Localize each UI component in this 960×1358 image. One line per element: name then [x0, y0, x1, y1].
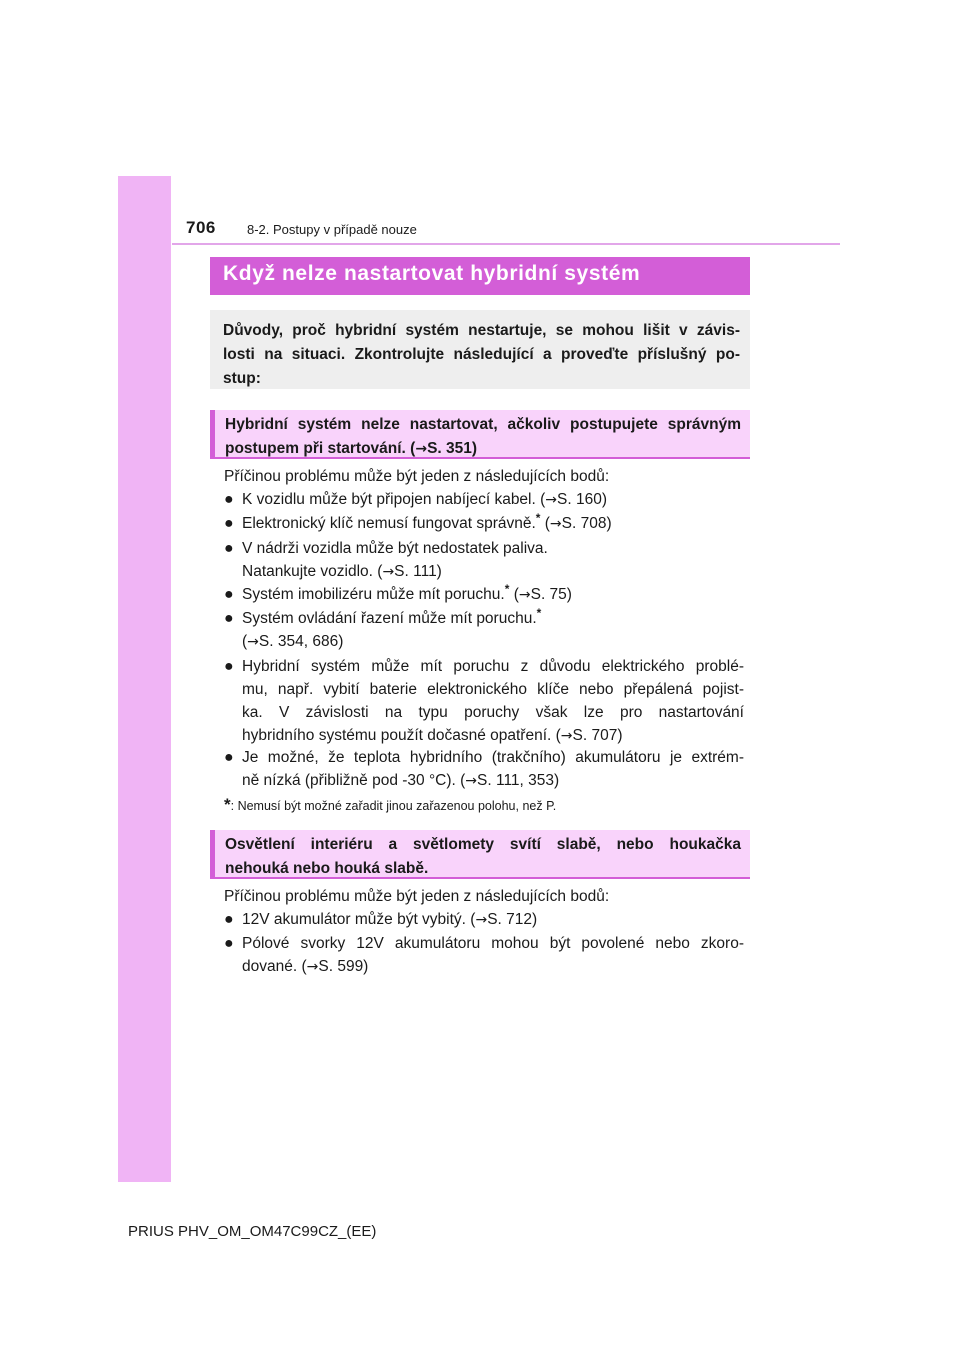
page-reference-link[interactable]: S. 160) — [557, 491, 607, 508]
bullet-icon: ● — [224, 610, 234, 627]
document-code: PRIUS PHV_OM_OM47C99CZ_(EE) — [128, 1223, 377, 1240]
bullet-icon: ● — [224, 911, 234, 928]
bullet-icon: ● — [224, 540, 234, 557]
page-title: Když nelze nastartovat hybridní systém — [223, 262, 641, 285]
bullet-icon: ● — [224, 515, 234, 532]
heading-line: postupem při startování. (→S. 351) — [225, 440, 478, 457]
list-item: ● Elektronický klíč nemusí fungovat správně.* (→S. 708) — [224, 512, 744, 536]
footnote-star-icon: * — [536, 605, 542, 620]
page-reference-link[interactable]: S. 351) — [427, 440, 478, 457]
footnote-star-icon: * — [535, 510, 541, 525]
chapter-sidebar-tab — [118, 176, 171, 1182]
list-item: ● 12V akumulátor může být vybitý. (→S. 712) — [224, 908, 744, 932]
footnote: *: Nemusí být možné zařadit jinou zařazenou polohu, než P. — [224, 795, 557, 814]
page-reference-link[interactable]: S. 354, 686) — [258, 633, 344, 650]
section-title-bar — [210, 257, 750, 295]
arrow-right-icon: → — [545, 492, 558, 508]
subsection-heading-weak-lights — [210, 830, 750, 879]
page-reference-link[interactable]: S. 75) — [530, 586, 572, 603]
bullet-icon: ● — [224, 935, 234, 952]
list-item: ● Systém ovládání řazení může mít poruchu.* (→S. 354, 686) — [224, 605, 542, 650]
intro-line: losti na situaci. Zkontrolujte následující a proveďte příslušný po- — [223, 346, 740, 363]
arrow-right-icon: → — [306, 959, 319, 975]
heading-line: Hybridní systém nelze nastartovat, ačkoliv postupujete správným — [225, 416, 741, 433]
page-reference-link[interactable]: S. 708) — [561, 515, 612, 532]
list-item: ● Je možné, že teplota hybridního (trakčního) akumulátoru je extrém- ně nízká (přibližně pod -30 °C). (→S. 111, 353) — [224, 746, 744, 793]
heading-line: Osvětlení interiéru a světlomety svítí slabě, nebo houkačka — [225, 836, 741, 853]
bullet-icon: ● — [224, 491, 234, 508]
heading-line: nehouká nebo houká slabě. — [225, 860, 429, 877]
arrow-right-icon: → — [560, 728, 573, 744]
page-reference-link[interactable]: S. 707) — [572, 727, 623, 744]
bullet-icon: ● — [224, 658, 234, 675]
arrow-right-icon: → — [382, 564, 395, 580]
footnote-star-icon: * — [504, 581, 510, 596]
breadcrumb: 8-2. Postupy v případě nouze — [247, 222, 417, 237]
header-divider — [172, 243, 840, 245]
list-item: ● Hybridní systém může mít poruchu z důvodu elektrického problé- mu, např. vybití baterie elektronického klíče nebo přepálená pojist- ka. V závislosti na typu poruchy však lze pro nastartování hybridního systému použít dočasné opatření. (→S. 707) — [224, 655, 744, 748]
arrow-right-icon: → — [549, 516, 562, 532]
arrow-right-icon: → — [475, 912, 488, 928]
page-reference-link[interactable]: S. 111, 353) — [477, 772, 560, 789]
page-reference-link[interactable]: S. 712) — [487, 911, 538, 928]
subsection-heading-start-failure — [210, 410, 750, 459]
list-item: ● K vozidlu může být připojen nabíjecí kabel. (→S. 160) — [224, 488, 744, 512]
page-reference-link[interactable]: S. 599) — [318, 958, 369, 975]
intro-box — [210, 310, 750, 389]
arrow-right-icon: → — [465, 773, 478, 789]
bullet-icon: ● — [224, 586, 234, 603]
lead-text: Příčinou problému může být jeden z následujících bodů: — [224, 888, 610, 905]
arrow-right-icon: → — [247, 634, 259, 650]
intro-line: Důvody, proč hybridní systém nestartuje, se mohou lišit v závis- — [223, 322, 740, 339]
list-item: ● V nádrži vozidla může být nedostatek paliva. Natankujte vozidlo. (→S. 111) — [224, 537, 744, 584]
intro-line: stup: — [223, 370, 261, 387]
page-reference-link[interactable]: S. 111) — [394, 563, 442, 580]
lead-text: Příčinou problému může být jeden z následujících bodů: — [224, 468, 610, 485]
footnote-star-icon: * — [224, 795, 231, 814]
bullet-icon: ● — [224, 749, 234, 766]
list-item: ● Systém imobilizéru může mít poruchu.* (→S. 75) — [224, 583, 744, 607]
page-number: 706 — [186, 218, 216, 237]
arrow-right-icon: → — [415, 441, 428, 457]
arrow-right-icon: → — [518, 587, 531, 603]
list-item: ● Pólové svorky 12V akumulátoru mohou být povolené nebo zkoro- dované. (→S. 599) — [224, 932, 744, 979]
